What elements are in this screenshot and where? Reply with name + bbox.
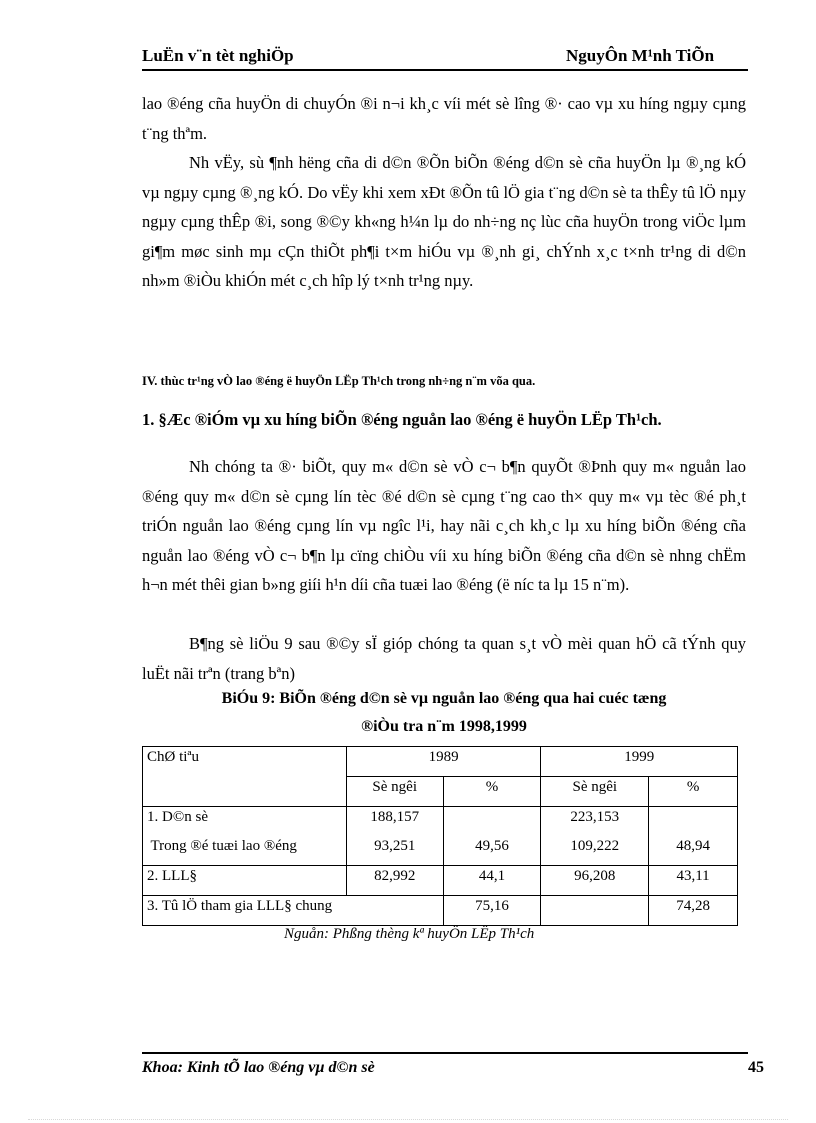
cell-percent-1989: 44,1: [443, 866, 541, 896]
cell-empty: [541, 896, 649, 926]
paragraph-3: Nh chóng ta ®· biÕt, quy m« d©n sè vÒ c¬ b¶n quyÕt ®Þnh quy m« nguån lao ®éng quy m« d©n sè cµng lín tèc ®é d©n sè cµng t¨ng cao th× quy m« vµ tèc ®é ph¸t triÓn nguån lao ®éng cµng lín vµ ngîc l¹i, hay nãi c¸ch kh¸c lµ xu híng biÕn ®éng cña nguån lao ®éng vÒ c¬ b¶n lµ cïng chiÒu víi xu híng biÕn ®éng cña d©n sè nhng chËm h¬n mét thêi gian b»ng giíi h¹n díi cña tuæi lao ®éng (ë níc ta lµ 15 n¨m).: [142, 457, 746, 594]
row-label: Trong ®é tuæi lao ®éng: [143, 836, 347, 866]
row-label: 1. D©n sè: [143, 807, 347, 837]
paragraph-1: lao ®éng cña huyÖn di chuyÓn ®i n¬i kh¸c víi mét sè lîng ®· cao vµ xu híng ngµy cµng t¨ng thªm.: [142, 94, 746, 143]
cell-percent-1999: [649, 807, 738, 837]
header-divider: [142, 69, 748, 71]
cell-percent-1999: 74,28: [649, 896, 738, 926]
cell-count-1989: 188,157: [346, 807, 443, 837]
section-title: IV. thùc tr¹ng vÒ lao ®éng ë huyÖn LËp Th¹ch trong nh÷ng n¨m võa qua.: [142, 374, 536, 388]
header-percent-1989: %: [443, 777, 541, 807]
row-label: 3. Tû lÖ tham gia LLL§ chung: [143, 896, 444, 926]
table-row: [143, 896, 738, 926]
page-number: 45: [748, 1059, 764, 1076]
row-label: 2. LLL§: [143, 866, 347, 896]
header-year-1999: 1999: [541, 747, 738, 777]
table-title-line-1: BiÓu 9: BiÕn ®éng d©n sè vµ nguån lao ®éng qua hai cuéc tæng: [221, 690, 667, 707]
table-header-row: [143, 747, 738, 777]
header-indicator: ChØ tiªu: [143, 747, 347, 807]
header-count-1989: Sè ngêi: [346, 777, 443, 807]
header-thesis-title: LuËn v¨n tèt nghiÖp: [142, 46, 294, 65]
header-count-1999: Sè ngêi: [541, 777, 649, 807]
table-row: [143, 807, 738, 837]
statistics-table: [142, 746, 738, 926]
header-year-1989: 1989: [346, 747, 541, 777]
cell-percent-1989: 75,16: [443, 896, 541, 926]
cell-percent-1989: 49,56: [443, 836, 541, 866]
cell-count-1989: 93,251: [346, 836, 443, 866]
footer-divider: [142, 1052, 748, 1054]
page-bottom-dotted-line: [28, 1119, 788, 1120]
header-percent-1999: %: [649, 777, 738, 807]
cell-count-1999: 96,208: [541, 866, 649, 896]
table-source-note: Nguån: Phßng thèng kª huyÖn LËp Th¹ch: [284, 926, 535, 942]
cell-percent-1989: [443, 807, 541, 837]
table-title-line-2: ®iÒu tra n¨m 1998,1999: [361, 718, 527, 735]
cell-percent-1999: 48,94: [649, 836, 738, 866]
paragraph-2: Nh vËy, sù ¶nh hëng cña di d©n ®Õn biÕn ®éng d©n sè cña huyÖn lµ ®¸ng kÓ vµ ngµy cµng ®¸ng kÓ. Do vËy khi xem xÐt ®Õn tû lÖ gia t¨ng d©n sè ta thÊy tû lÖ nµy ngµy cµng thÊp ®i, song ®©y kh«ng h¼n lµ do nh÷ng nç lùc cña huyÖn trong viÖc lµm gi¶m møc sinh mµ cÇn thiÕt ph¶i t×m hiÓu vµ ®¸nh gi¸ chÝnh x¸c t×nh tr¹ng di d©n nh»m ®iÒu khiÓn mét c¸ch hîp lý t×nh tr¹ng nµy.: [142, 153, 746, 290]
subsection-heading: 1. §Æc ®iÓm vµ xu híng biÕn ®éng nguån lao ®éng ë huyÖn LËp Th¹ch.: [142, 410, 662, 429]
table-row: [143, 866, 738, 896]
paragraph-4: B¶ng sè liÖu 9 sau ®©y sÏ gióp chóng ta quan s¸t vÒ mèi quan hÖ cã tÝnh quy luËt nãi trªn (trang bªn): [142, 634, 746, 683]
cell-count-1999: 223,153: [541, 807, 649, 837]
header-author-name: NguyÔn M¹nh TiÕn: [566, 46, 715, 65]
cell-percent-1999: 43,11: [649, 866, 738, 896]
table-row: [143, 836, 738, 866]
cell-count-1999: 109,222: [541, 836, 649, 866]
cell-count-1989: 82,992: [346, 866, 443, 896]
footer-faculty: Khoa: Kinh tÕ lao ®éng vµ d©n sè: [142, 1059, 375, 1076]
